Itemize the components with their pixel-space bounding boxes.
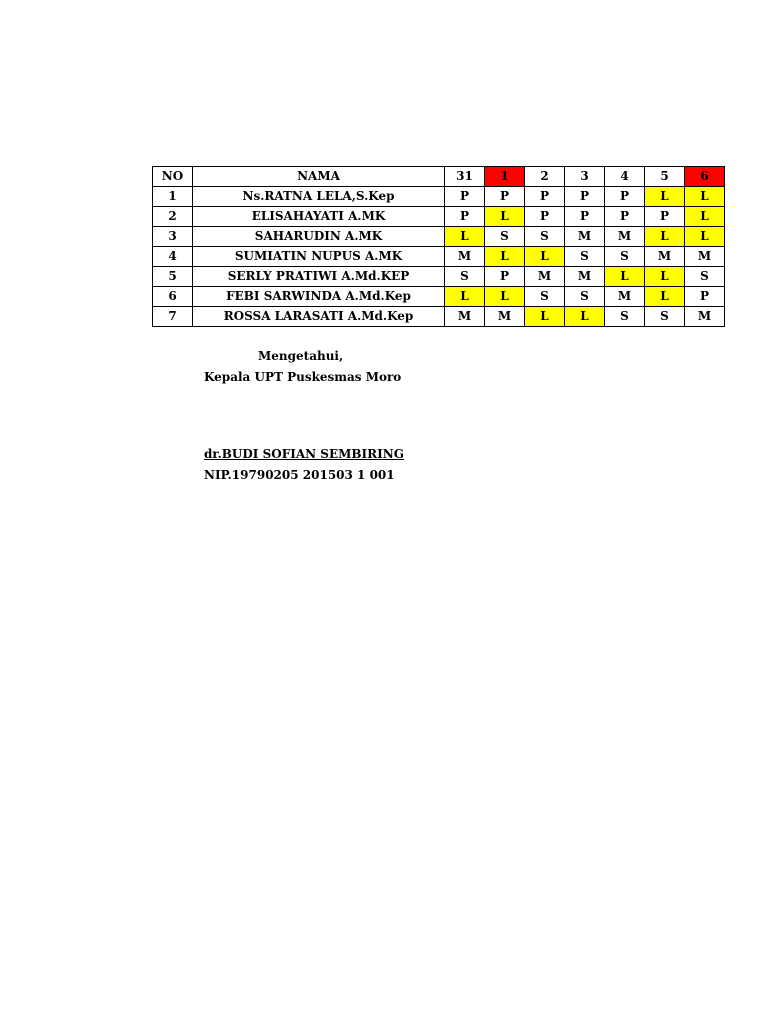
shift-cell: S <box>445 267 485 287</box>
row-number: 5 <box>153 267 193 287</box>
shift-cell: S <box>605 247 645 267</box>
table-row <box>153 247 725 267</box>
shift-cell: L <box>645 267 685 287</box>
shift-cell: P <box>645 207 685 227</box>
table-row <box>153 187 725 207</box>
shift-cell: M <box>525 267 565 287</box>
shift-cell: S <box>645 307 685 327</box>
shift-cell: P <box>605 187 645 207</box>
shift-cell: L <box>685 207 725 227</box>
shift-cell: P <box>485 267 525 287</box>
header-name: NAMA <box>193 167 445 187</box>
header-row <box>153 167 725 187</box>
shift-cell: S <box>685 267 725 287</box>
table-row <box>153 267 725 287</box>
shift-cell: M <box>645 247 685 267</box>
header-day: 1 <box>485 167 525 187</box>
shift-cell: S <box>565 287 605 307</box>
header-day: 2 <box>525 167 565 187</box>
table-row <box>153 287 725 307</box>
shift-schedule-table <box>152 166 725 327</box>
row-number: 4 <box>153 247 193 267</box>
row-number: 1 <box>153 187 193 207</box>
shift-cell: M <box>565 227 605 247</box>
position-title: Kepala UPT Puskesmas Moro <box>204 370 402 384</box>
header-day: 4 <box>605 167 645 187</box>
shift-cell: P <box>445 207 485 227</box>
shift-cell: S <box>565 247 605 267</box>
shift-cell: P <box>685 287 725 307</box>
shift-cell: L <box>685 187 725 207</box>
shift-cell: L <box>485 287 525 307</box>
table-row <box>153 307 725 327</box>
shift-cell: M <box>485 307 525 327</box>
shift-cell: M <box>605 287 645 307</box>
shift-cell: M <box>565 267 605 287</box>
shift-cell: M <box>445 307 485 327</box>
staff-name: FEBI SARWINDA A.Md.Kep <box>193 287 445 307</box>
row-number: 2 <box>153 207 193 227</box>
shift-cell: S <box>525 287 565 307</box>
header-day: 5 <box>645 167 685 187</box>
shift-cell: L <box>605 267 645 287</box>
shift-cell: M <box>445 247 485 267</box>
staff-name: SAHARUDIN A.MK <box>193 227 445 247</box>
staff-name: Ns.RATNA LELA,S.Kep <box>193 187 445 207</box>
shift-cell: P <box>605 207 645 227</box>
shift-cell: L <box>485 247 525 267</box>
shift-cell: M <box>685 307 725 327</box>
row-number: 6 <box>153 287 193 307</box>
shift-cell: P <box>565 207 605 227</box>
header-day: 6 <box>685 167 725 187</box>
table-row <box>153 207 725 227</box>
shift-cell: P <box>445 187 485 207</box>
schedule-body <box>153 167 725 327</box>
shift-cell: L <box>685 227 725 247</box>
row-number: 7 <box>153 307 193 327</box>
shift-cell: P <box>485 187 525 207</box>
shift-cell: S <box>605 307 645 327</box>
shift-cell: L <box>645 227 685 247</box>
shift-cell: L <box>445 287 485 307</box>
acknowledged-label: Mengetahui, <box>258 349 344 363</box>
signatory-name: dr.BUDI SOFIAN SEMBIRING <box>204 447 404 461</box>
header-day: 31 <box>445 167 485 187</box>
staff-name: SUMIATIN NUPUS A.MK <box>193 247 445 267</box>
staff-name: ROSSA LARASATI A.Md.Kep <box>193 307 445 327</box>
table-row <box>153 227 725 247</box>
shift-cell: L <box>525 247 565 267</box>
staff-name: SERLY PRATIWI A.Md.KEP <box>193 267 445 287</box>
shift-cell: L <box>485 207 525 227</box>
signatory-nip: NIP.19790205 201503 1 001 <box>204 468 395 482</box>
header-no: NO <box>153 167 193 187</box>
shift-cell: L <box>445 227 485 247</box>
shift-cell: S <box>525 227 565 247</box>
row-number: 3 <box>153 227 193 247</box>
header-day: 3 <box>565 167 605 187</box>
shift-cell: P <box>565 187 605 207</box>
shift-cell: L <box>645 287 685 307</box>
shift-cell: P <box>525 207 565 227</box>
shift-cell: L <box>565 307 605 327</box>
shift-cell: M <box>605 227 645 247</box>
shift-cell: L <box>645 187 685 207</box>
staff-name: ELISAHAYATI A.MK <box>193 207 445 227</box>
shift-cell: L <box>525 307 565 327</box>
shift-cell: P <box>525 187 565 207</box>
shift-cell: M <box>685 247 725 267</box>
shift-cell: S <box>485 227 525 247</box>
